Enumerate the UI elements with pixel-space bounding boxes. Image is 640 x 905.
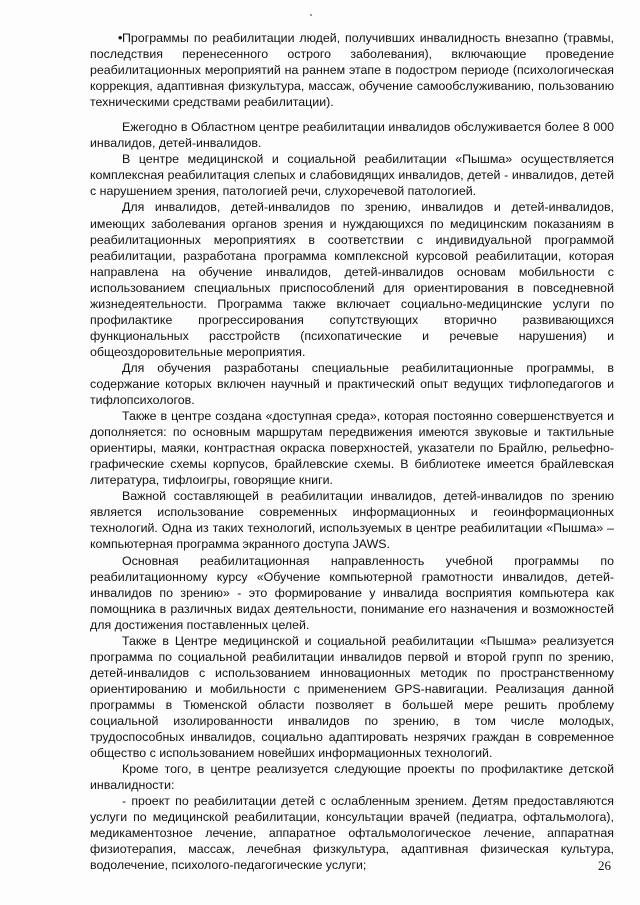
- paragraph-annual-service: Ежегодно в Областном центре реабилитации инвалидов обслуживается более 8 000 инвалидов, детей-инвалидов.: [90, 120, 614, 151]
- bullet-text: Программы по реабилитации людей, получивших инвалидность внезапно (травмы, последствия перенесенного острого заболевания), включающие проведение реабилитационных мероприятий на раннем этапе в подостром периоде (психологическая коррекция, адаптивная физкультура, массаж, обучение самообслуживанию, пользованию техническими средствами реабилитации).: [90, 31, 614, 110]
- paragraph-pyshma-center: В центре медицинской и социальной реабилитации «Пышма» осуществляется комплексная реабилитация слепых и слабовидящих инвалидов, детей - инвалидов, детей с нарушением зрения, патологией речи, слухоречевой патологией.: [90, 152, 614, 199]
- paragraph-weak-vision-project: - проект по реабилитации детей с ослабленным зрением. Детям предоставляются услуги по медицинской реабилитации, консультации врачей (педиатра, офтальмолога), медикаментозное лечение, аппаратное офтальмологическое лечение, аппаратная физиотерапия, массаж, лечебная физкультура, адаптивная физическая культура, водолечение, психолого-педагогические услуги;: [90, 794, 614, 873]
- bullet-paragraph: [90, 30, 614, 110]
- paragraph-training-programs: Для обучения разработаны специальные реабилитационные программы, в содержание которых включен научный и практический опыт ведущих тифлопедагогов и тифлопсихологов.: [90, 360, 614, 408]
- paragraph-it-technologies: Важной составляющей в реабилитации инвалидов, детей-инвалидов по зрению является использование современных информационных и геоинформационных технологий. Одна из таких технологий, используемых в центре реабилитации «Пышма» – компьютерная программа экранного доступа JAWS.: [90, 489, 614, 552]
- paragraph-prevention-projects: Кроме того, в центре реализуется следующие проекты по профилактике детской инвалидности:: [90, 762, 614, 793]
- page-number: 26: [598, 858, 611, 873]
- paragraph-course-program: Для инвалидов, детей-инвалидов по зрению, инвалидов и детей-инвалидов, имеющих заболевания органов зрения и нуждающихся по медицинским показаниям в реабилитационных мероприятиях в соответствии с индивидуальной программой реабилитации, разработана программа комплексной курсовой реабилитации, которая направлена на обучение инвалидов, детей-инвалидов основам мобильности с использованием специальных приспособлений для ориентирования в повседневной жизнедеятельности. Программа также включает социально-медицинские услуги по профилактике прогрессирования сопутствующих вторично развивающихся функциональных расстройств (психопатические и речевые нарушения) и общеоздоровительные мероприятия.: [90, 200, 614, 359]
- paragraph-accessible-environment: Также в центре создана «доступная среда», которая постоянно совершенствуется и дополняется: по основным маршрутам передвижения имеются звуковые и тактильные ориентиры, маяки, контрастная окраска поверхностей, указатели по Брайлю, рельефно-графические схемы корпусов, брайлевские схемы. В библиотеке имеется брайлевская литература, тифлоигры, говорящие книги.: [90, 409, 614, 488]
- body-text: [90, 30, 614, 873]
- paragraph-gps-navigation: Также в Центре медицинской и социальной реабилитации «Пышма» реализуется программа по социальной реабилитации инвалидов первой и второй групп по зрению, детей-инвалидов с использованием инновационных методик по пространственному ориентированию и мобильности с применением GPS-навигации. Реализация данной программы в Тюменской области позволяет в большей мере решить проблему социальной изолированности инвалидов по зрению, в том числе молодых, трудоспособных инвалидов, социально адаптировать незрячих граждан в современное общество с использованием новейших информационных технологий.: [90, 633, 614, 761]
- scan-mark: [310, 14, 312, 16]
- paragraph-computer-literacy: Основная реабилитационная направленность учебной программы по реабилитационному курсу «Обучение компьютерной грамотности инвалидов, детей-инвалидов по зрению» - это формирование у инвалида восприятия компьютера как помощника в различных видах деятельности, понимание его назначения и возможностей для достижения поставленных целей.: [90, 553, 614, 632]
- bullet-icon: •: [118, 31, 123, 45]
